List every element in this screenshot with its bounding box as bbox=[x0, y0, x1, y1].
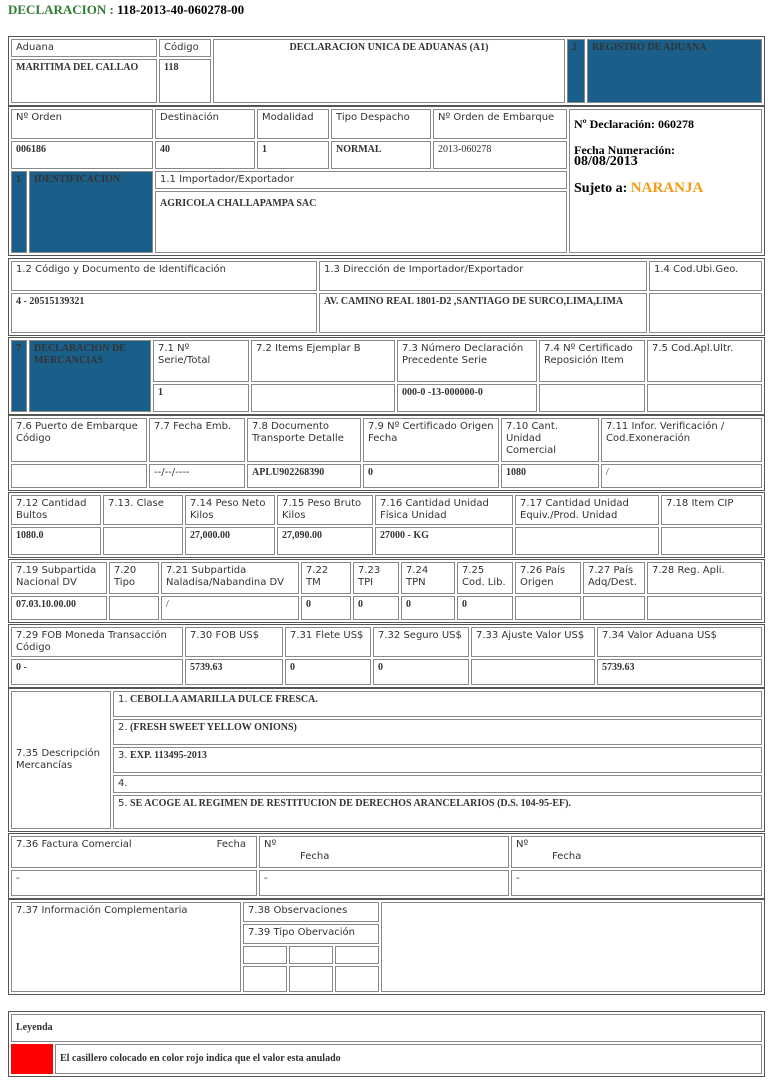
importer-label: 1.1 Importador/Exportador bbox=[155, 171, 567, 189]
cod-apl-ultr-label: 7.5 Cod.Apl.Ultr. bbox=[647, 340, 762, 382]
items-label: 7.2 Items Ejemplar B bbox=[251, 340, 395, 382]
pais-origen-value bbox=[515, 596, 581, 620]
tipo-value bbox=[109, 596, 159, 620]
serie-value: 1 bbox=[153, 384, 249, 412]
descripcion-line-num: 3. bbox=[118, 750, 128, 761]
cant-unidad-comercial-value: 1080 bbox=[501, 464, 599, 488]
sujeto-value: NARANJA bbox=[630, 180, 704, 196]
factura-3-num-label: Nº bbox=[516, 839, 529, 850]
identificacion-title: IDENTIFICACION bbox=[29, 171, 153, 253]
importer-value: AGRICOLA CHALLAPAMPA SAC bbox=[155, 191, 567, 253]
puerto-embarque-label: 7.6 Puerto de Embarque Código bbox=[11, 418, 147, 462]
descripcion-label: 7.35 Descripción Mercancías bbox=[11, 691, 111, 829]
items-value bbox=[251, 384, 395, 412]
declaration-num: Nº Declaración: 060278 bbox=[574, 117, 694, 131]
sujeto-line bbox=[574, 182, 757, 195]
obs-cell bbox=[335, 966, 379, 992]
tipo-despacho-value: NORMAL bbox=[331, 141, 431, 169]
documento-transporte-label: 7.8 Documento Transporte Detalle bbox=[247, 418, 361, 462]
factura-3-fecha-label: Fecha bbox=[552, 851, 582, 862]
embarque-box bbox=[8, 415, 765, 491]
tpi-value: 0 bbox=[353, 596, 399, 620]
factura-3-label-cell bbox=[511, 836, 762, 868]
declaracion-precedente-value: 000-0 -13-000000-0 bbox=[397, 384, 537, 412]
fecha-emb-label: 7.7 Fecha Emb. bbox=[149, 418, 245, 462]
cod-apl-ultr-value bbox=[647, 384, 762, 412]
seguro-value: 0 bbox=[373, 659, 469, 685]
ubigeo-value bbox=[649, 293, 762, 333]
fob-moneda-label: 7.29 FOB Moneda Transacción Código bbox=[11, 627, 183, 657]
legend-red-swatch bbox=[11, 1044, 53, 1074]
subpartida-naladisa-value: / bbox=[161, 596, 299, 620]
fob-usd-value: 5739.63 bbox=[185, 659, 283, 685]
reg-apli-value bbox=[647, 596, 762, 620]
cod-lib-value: 0 bbox=[457, 596, 513, 620]
obs-cell bbox=[243, 966, 287, 992]
modalidad-value: 1 bbox=[257, 141, 329, 169]
declaration-number: 118-2013-40-060278-00 bbox=[117, 2, 245, 17]
destinacion-label: Destinación bbox=[155, 109, 255, 139]
orden-embarque-label: Nº Orden de Embarque bbox=[433, 109, 567, 139]
peso-bruto-label: 7.15 Peso Bruto Kilos bbox=[277, 495, 373, 525]
fecha-numeracion-label: Fecha Numeración: bbox=[574, 143, 675, 157]
clase-value bbox=[103, 527, 183, 555]
factura-2-value: - bbox=[259, 870, 509, 896]
tm-value: 0 bbox=[301, 596, 351, 620]
ajuste-valor-value bbox=[471, 659, 595, 685]
valor-aduana-value: 5739.63 bbox=[597, 659, 762, 685]
registro-title: REGISTRO DE ADUANA bbox=[587, 39, 762, 103]
codigo-label: Código bbox=[159, 39, 211, 57]
fecha-numeracion-value: 08/08/2013 bbox=[574, 154, 638, 169]
peso-bruto-value: 27,090.00 bbox=[277, 527, 373, 555]
cant-unidad-comercial-label: 7.10 Cant. Unidad Comercial bbox=[501, 418, 599, 462]
infor-verificacion-value: / bbox=[601, 464, 762, 488]
subpartida-nacional-value: 07.03.10.00.00 bbox=[11, 596, 107, 620]
factura-2-num-label: Nº bbox=[264, 839, 277, 850]
certificado-reposicion-label: 7.4 Nº Certificado Reposición Item bbox=[539, 340, 645, 382]
item-cip-label: 7.18 Item CIP bbox=[661, 495, 762, 525]
descripcion-line bbox=[113, 775, 762, 793]
identificacion-number: 1 bbox=[11, 171, 27, 253]
cantidad-equiv-value bbox=[515, 527, 659, 555]
factura-box bbox=[8, 833, 765, 899]
tipo-despacho-label: Tipo Despacho bbox=[331, 109, 431, 139]
address-label: 1.3 Dirección de Importador/Exportador bbox=[319, 261, 647, 291]
observaciones-label: 7.38 Observaciones bbox=[243, 902, 379, 922]
declaration-header bbox=[8, 2, 244, 18]
factura-label-cell bbox=[11, 836, 257, 868]
certificado-reposicion-value bbox=[539, 384, 645, 412]
descripcion-line-text: EXP. 113495-2013 bbox=[130, 750, 207, 761]
legend-text: El casillero colocado en color rojo indica que el valor esta anulado bbox=[55, 1044, 762, 1074]
legend-title: Leyenda bbox=[11, 1014, 762, 1042]
tpn-value: 0 bbox=[401, 596, 455, 620]
tipo-label: 7.20 Tipo bbox=[109, 562, 159, 594]
codigo-value: 118 bbox=[159, 59, 211, 103]
tpn-label: 7.24 TPN bbox=[401, 562, 455, 594]
declaration-label: DECLARACION : bbox=[8, 2, 114, 17]
serie-label: 7.1 Nº Serie/Total bbox=[153, 340, 249, 382]
peso-box bbox=[8, 492, 765, 558]
valor-aduana-label: 7.34 Valor Aduana US$ bbox=[597, 627, 762, 657]
aduana-value: MARITIMA DEL CALLAO bbox=[11, 59, 157, 103]
declaration-summary bbox=[569, 109, 762, 253]
address-value: AV. CAMINO REAL 1801-D2 ,SANTIAGO DE SURCO,LIMA,LIMA bbox=[319, 293, 647, 333]
factura-2-label-cell bbox=[259, 836, 509, 868]
factura-fecha-label: Fecha bbox=[216, 839, 246, 850]
descripcion-line-text: (FRESH SWEET YELLOW ONIONS) bbox=[130, 722, 297, 733]
obs-cell bbox=[335, 946, 379, 964]
factura-1-value: - bbox=[11, 870, 257, 896]
cantidad-equiv-label: 7.17 Cantidad Unidad Equiv./Prod. Unidad bbox=[515, 495, 659, 525]
info-box bbox=[8, 899, 765, 995]
info-complementaria-label: 7.37 Información Complementaria bbox=[11, 902, 241, 992]
descripcion-line-num: 4. bbox=[118, 778, 128, 789]
modalidad-label: Modalidad bbox=[257, 109, 329, 139]
descripcion-line bbox=[113, 719, 762, 745]
aduana-label: Aduana bbox=[11, 39, 157, 57]
descripcion-line-num: 5. bbox=[118, 798, 128, 809]
obs-cell bbox=[289, 946, 333, 964]
doc-id-value: 4 - 20515139321 bbox=[11, 293, 317, 333]
cantidad-fisica-label: 7.16 Cantidad Unidad Física Unidad bbox=[375, 495, 513, 525]
descripcion-line-num: 1. bbox=[118, 694, 128, 705]
subpartida-naladisa-label: 7.21 Subpartida Naladisa/Nabandina DV bbox=[161, 562, 299, 594]
mercancias-title: DECLARACION DE MERCANCIAS bbox=[29, 340, 151, 412]
address-box bbox=[8, 258, 765, 336]
descripcion-line-num: 2. bbox=[118, 722, 128, 733]
certificado-origen-label: 7.9 Nº Certificado Origen Fecha bbox=[363, 418, 499, 462]
factura-2-fecha-label: Fecha bbox=[300, 851, 330, 862]
cantidad-fisica-value: 27000 - KG bbox=[375, 527, 513, 555]
valor-box bbox=[8, 624, 765, 688]
pais-origen-label: 7.26 País Origen bbox=[515, 562, 581, 594]
seguro-label: 7.32 Seguro US$ bbox=[373, 627, 469, 657]
pais-adq-label: 7.27 País Adq/Dest. bbox=[583, 562, 645, 594]
descripcion-line-text: SE ACOGE AL REGIMEN DE RESTITUCION DE DERECHOS ARANCELARIOS (D.S. 104-95-EF). bbox=[130, 798, 571, 809]
fob-moneda-value: 0 - bbox=[11, 659, 183, 685]
descripcion-line bbox=[113, 747, 762, 773]
legend-box bbox=[8, 1011, 765, 1077]
ajuste-valor-label: 7.33 Ajuste Valor US$ bbox=[471, 627, 595, 657]
sujeto-label: Sujeto a: bbox=[574, 181, 628, 196]
cantidad-bultos-label: 7.12 Cantidad Bultos bbox=[11, 495, 101, 525]
item-cip-value bbox=[661, 527, 762, 555]
subpartida-box bbox=[8, 559, 765, 623]
mercancias-number: 7 bbox=[11, 340, 27, 412]
subpartida-nacional-label: 7.19 Subpartida Nacional DV bbox=[11, 562, 107, 594]
reg-apli-label: 7.28 Reg. Apli. bbox=[647, 562, 762, 594]
cantidad-bultos-value: 1080.0 bbox=[11, 527, 101, 555]
factura-label: 7.36 Factura Comercial bbox=[16, 839, 132, 850]
destinacion-value: 40 bbox=[155, 141, 255, 169]
header-box bbox=[8, 36, 765, 106]
descripcion-line bbox=[113, 691, 762, 717]
obs-cell bbox=[243, 946, 287, 964]
fecha-emb-value: --/--/---- bbox=[149, 464, 245, 488]
flete-label: 7.31 Flete US$ bbox=[285, 627, 371, 657]
infor-verificacion-label: 7.11 Infor. Verificación / Cod.Exoneración bbox=[601, 418, 762, 462]
certificado-origen-value: 0 bbox=[363, 464, 499, 488]
orden-embarque-value: 2013-060278 bbox=[433, 141, 567, 169]
factura-3-value: - bbox=[511, 870, 762, 896]
clase-label: 7.13. Clase bbox=[103, 495, 183, 525]
registro-number: 2 bbox=[567, 39, 585, 103]
orden-box bbox=[8, 106, 765, 256]
fob-usd-label: 7.30 FOB US$ bbox=[185, 627, 283, 657]
puerto-embarque-value bbox=[11, 464, 147, 488]
peso-neto-label: 7.14 Peso Neto Kilos bbox=[185, 495, 275, 525]
ubigeo-label: 1.4 Cod.Ubi.Geo. bbox=[649, 261, 762, 291]
observaciones-area bbox=[381, 902, 762, 992]
pais-adq-value bbox=[583, 596, 645, 620]
cod-lib-label: 7.25 Cod. Lib. bbox=[457, 562, 513, 594]
mercancias-box bbox=[8, 337, 765, 415]
peso-neto-value: 27,000.00 bbox=[185, 527, 275, 555]
obs-cell bbox=[289, 966, 333, 992]
declaracion-precedente-label: 7.3 Número Declaración Precedente Serie bbox=[397, 340, 537, 382]
doc-id-label: 1.2 Código y Documento de Identificación bbox=[11, 261, 317, 291]
tm-label: 7.22 TM bbox=[301, 562, 351, 594]
descripcion-box bbox=[8, 688, 765, 832]
document-title: DECLARACION UNICA DE ADUANAS (A1) bbox=[213, 39, 565, 103]
descripcion-line bbox=[113, 795, 762, 829]
orden-label: Nº Orden bbox=[11, 109, 153, 139]
tpi-label: 7.23 TPI bbox=[353, 562, 399, 594]
descripcion-line-text: CEBOLLA AMARILLA DULCE FRESCA. bbox=[130, 694, 318, 705]
flete-value: 0 bbox=[285, 659, 371, 685]
orden-value: 006186 bbox=[11, 141, 153, 169]
documento-transporte-value: APLU902268390 bbox=[247, 464, 361, 488]
tipo-observacion-label: 7.39 Tipo Obervación bbox=[243, 924, 379, 944]
